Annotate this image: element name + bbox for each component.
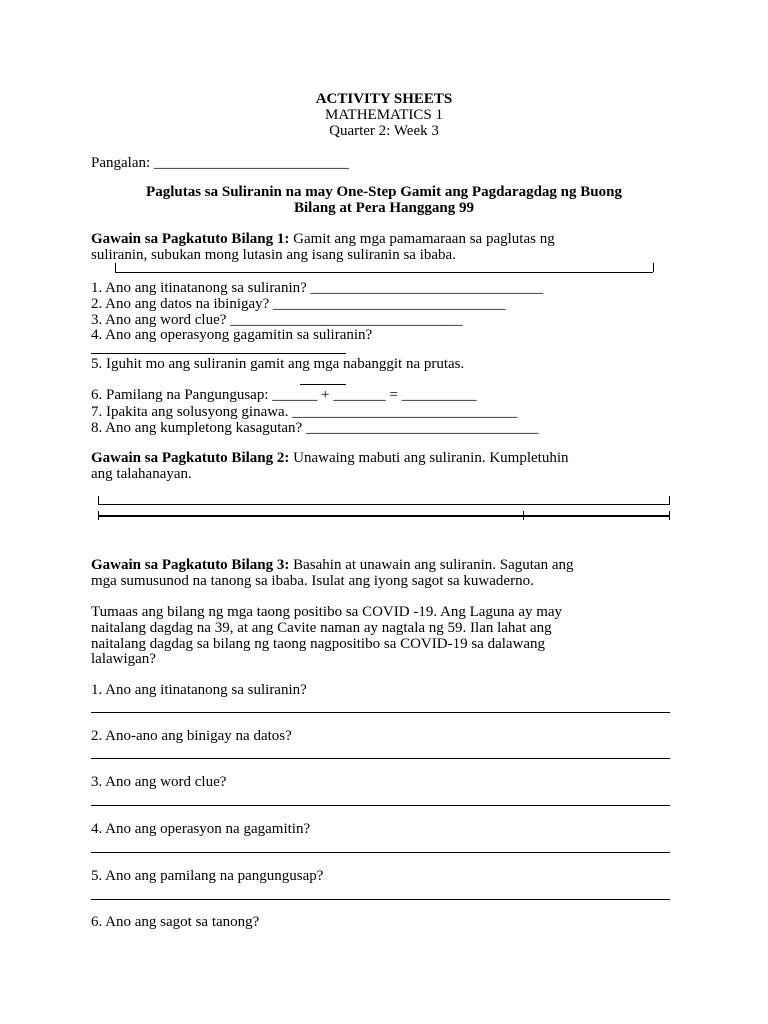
table-column-divider [523, 511, 524, 520]
table-bottom-rule [98, 515, 669, 517]
activity3-q1: 1. Ano ang itinatanong sa suliranin? [91, 682, 307, 698]
answer-line-a3-q5[interactable] [91, 899, 670, 900]
lesson-title-line1: Paglutas sa Suliranin na may One-Step Gamit ang Pagdaragdag ng Buong [146, 184, 622, 200]
activity2-heading: Gawain sa Pagkatuto Bilang 2: [91, 450, 290, 466]
activity1-q3: 3. Ano ang word clue? _______________________________ [91, 312, 463, 328]
activity1-intro [91, 231, 555, 248]
answer-line-q4[interactable] [91, 353, 346, 354]
activity3-q4: 4. Ano ang operasyon na gagamitin? [91, 821, 311, 837]
quarter-week: Quarter 2: Week 3 [329, 123, 439, 139]
activity1-q8: 8. Ano ang kumpletong kasagutan? _______________________________ [91, 420, 539, 436]
activity3-intro-line2: mga sumusunod na tanong sa ibaba. Isulat ang iyong sagot sa kuwaderno. [91, 573, 534, 589]
name-blank[interactable]: __________________________ [153, 155, 349, 171]
activity1-q2: 2. Ano ang datos na ibinigay? _______________________________ [91, 296, 506, 312]
subject-title: MATHEMATICS 1 [325, 107, 443, 123]
activity1-heading: Gawain sa Pagkatuto Bilang 1: [91, 231, 290, 247]
activity1-q6: 6. Pamilang na Pangungusap: ______ + _______ = __________ [91, 387, 477, 403]
table-right-edge-bottom [669, 511, 670, 520]
activity2-intro [91, 450, 569, 467]
activity3-q3: 3. Ano ang word clue? [91, 774, 227, 790]
answer-line-a3-q3[interactable] [91, 805, 670, 806]
table-top-rule [98, 504, 669, 505]
problem-box-bottom [115, 272, 653, 273]
activity3-q5: 5. Ano ang pamilang na pangungusap? [91, 868, 324, 884]
answer-line-a3-q4[interactable] [91, 852, 670, 853]
activity2-intro-text: Unawaing mabuti ang suliranin. Kumpletuhin [293, 450, 569, 466]
problem-line-3: naitalang dagdag sa bilang ng taong nagpositibo sa COVID-19 sa dalawang [91, 636, 546, 652]
activity3-heading: Gawain sa Pagkatuto Bilang 3: [91, 557, 290, 573]
name-field[interactable] [91, 155, 349, 172]
activity3-intro [91, 557, 573, 574]
problem-box-right-edge [653, 263, 654, 272]
activity2-intro-line2: ang talahanayan. [91, 466, 192, 482]
problem-box-left-edge [115, 263, 116, 272]
problem-line-1: Tumaas ang bilang ng mga taong positibo sa COVID -19. Ang Laguna ay may [91, 604, 563, 620]
activity1-q7: 7. Ipakita ang solusyong ginawa. ______________________________ [91, 404, 518, 420]
activity3-intro-text: Basahin at unawain ang suliranin. Sagutan ang [293, 557, 574, 573]
answer-line-a3-q1[interactable] [91, 712, 670, 713]
sheet-title: ACTIVITY SHEETS [315, 91, 453, 107]
activity1-intro-line2: suliranin, subukan mong lutasin ang isang suliranin sa ibaba. [91, 247, 456, 263]
activity1-intro-text: Gamit ang mga pamamaraan sa paglutas ng [293, 231, 555, 247]
activity3-q6: 6. Ano ang sagot sa tanong? [91, 914, 260, 930]
name-label: Pangalan: [91, 155, 151, 171]
answer-line-q5[interactable] [300, 384, 346, 385]
activity3-q2: 2. Ano-ano ang binigay na datos? [91, 728, 292, 744]
answer-line-a3-q2[interactable] [91, 758, 670, 759]
activity1-q4: 4. Ano ang operasyong gagamitin sa suliranin? [91, 327, 373, 343]
table-right-edge-top [669, 496, 670, 505]
problem-line-4: lalawigan? [91, 651, 156, 667]
activity1-q1: 1. Ano ang itinatanong sa suliranin? _______________________________ [91, 280, 544, 296]
lesson-title-line2: Bilang at Pera Hanggang 99 [293, 200, 474, 216]
problem-line-2: naitalang dagdag na 39, at ang Cavite naman ay nagtala ng 59. Ilan lahat ang [91, 620, 552, 636]
activity1-q5: 5. Iguhit mo ang suliranin gamit ang mga nabanggit na prutas. [91, 356, 465, 372]
